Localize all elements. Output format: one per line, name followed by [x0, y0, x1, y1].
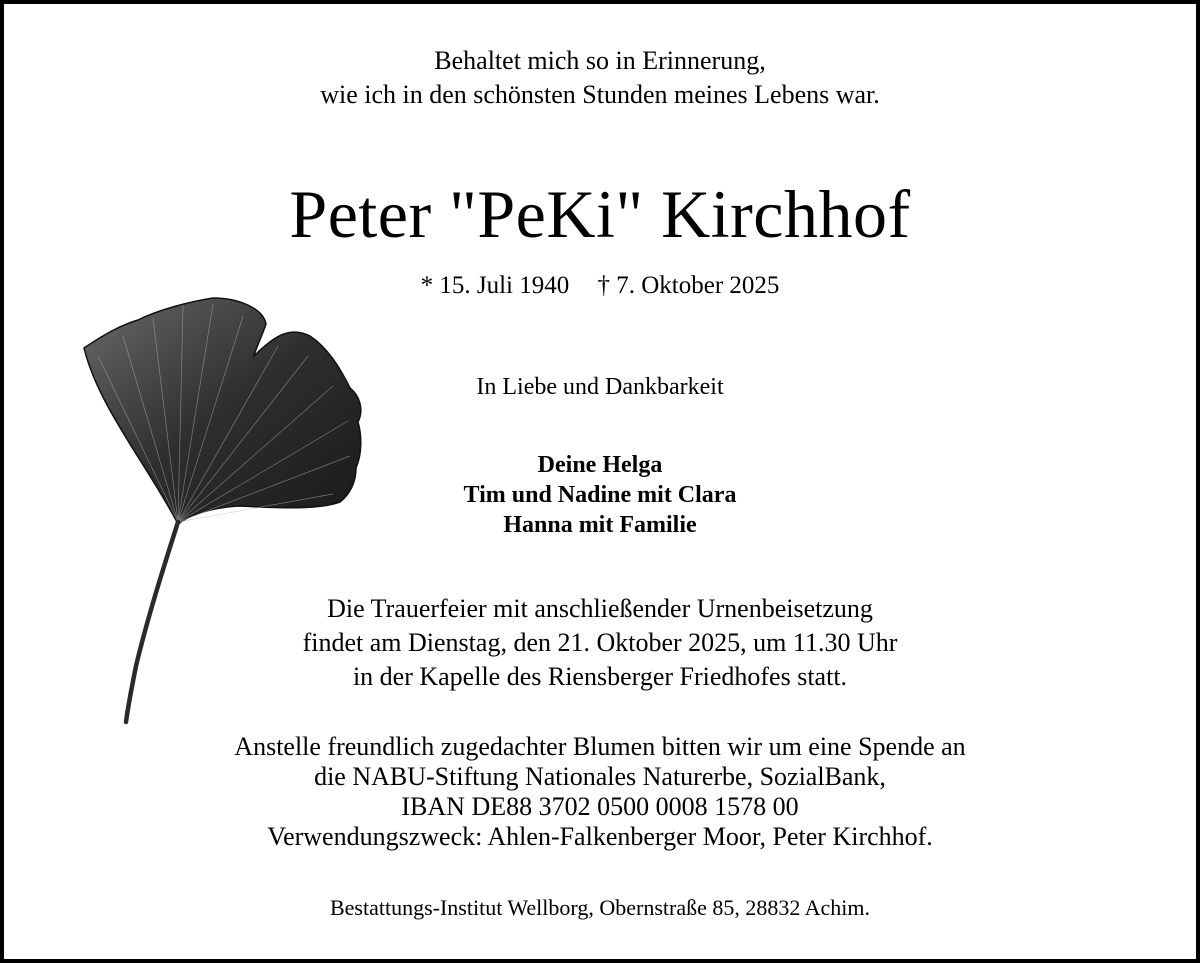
deceased-name: Peter "PeKi" Kirchhof — [289, 176, 911, 252]
leaf-stem — [126, 522, 178, 722]
quote-line: wie ich in den schönsten Stunden meines Lebens war. — [320, 80, 880, 109]
ceremony-line: Die Trauerfeier mit anschließender Urnenbeisetzung — [327, 594, 873, 623]
love-line: In Liebe und Dankbarkeit — [476, 374, 724, 400]
mourner: Tim und Nadine mit Clara — [463, 482, 737, 508]
donation-line: IBAN DE88 3702 0500 0008 1578 00 — [401, 792, 799, 821]
ginkgo-leaf-icon — [78, 296, 368, 726]
mourner: Deine Helga — [537, 452, 663, 478]
mourner: Hanna mit Familie — [503, 512, 697, 538]
ceremony-line: in der Kapelle des Riensberger Friedhofes statt. — [352, 662, 848, 691]
ceremony-line: findet am Dienstag, den 21. Oktober 2025, um 11.30 Uhr — [302, 628, 898, 657]
leaf-blade — [84, 298, 361, 524]
donation-info — [0, 732, 1200, 852]
memorial-quote — [0, 44, 1200, 112]
donation-line: Verwendungszweck: Ahlen-Falkenberger Moor, Peter Kirchhof. — [267, 822, 933, 851]
quote-line: Behaltet mich so in Erinnerung, — [434, 46, 766, 75]
donation-line: die NABU-Stiftung Nationales Naturerbe, SozialBank, — [314, 762, 886, 791]
death-date: † 7. Oktober 2025 — [597, 272, 780, 299]
birth-date: * 15. Juli 1940 — [420, 272, 570, 299]
donation-line: Anstelle freundlich zugedachter Blumen bitten wir um eine Spende an — [234, 732, 966, 761]
undertaker-info: Bestattungs-Institut Wellborg, Obernstraße 85, 28832 Achim. — [329, 895, 871, 920]
